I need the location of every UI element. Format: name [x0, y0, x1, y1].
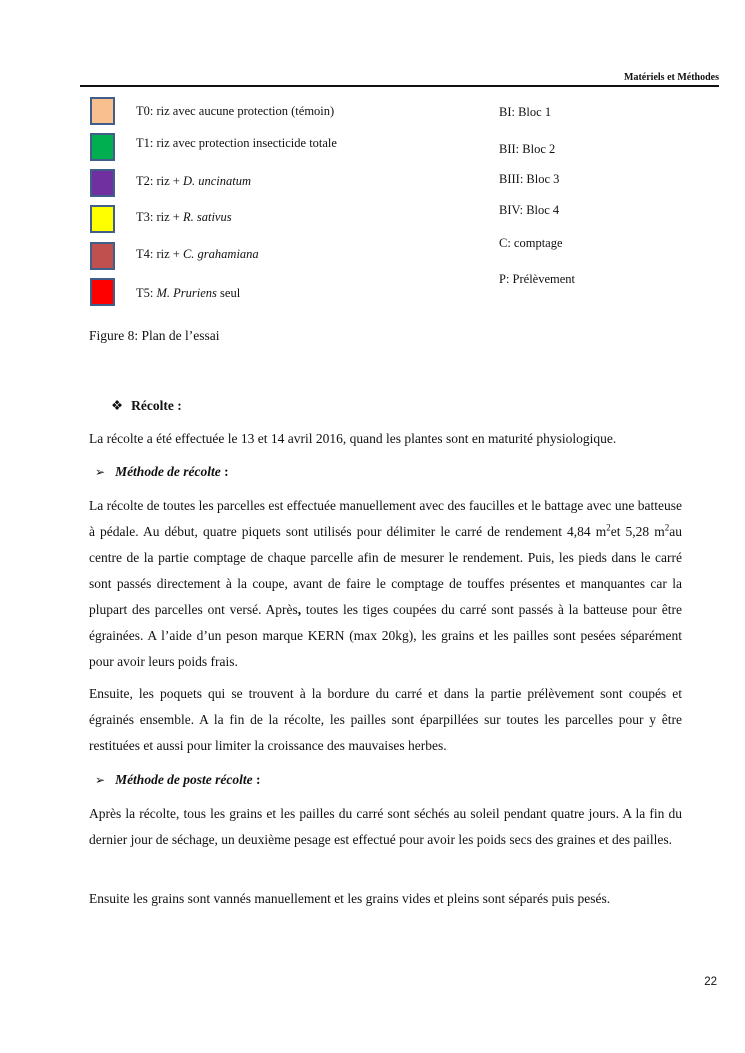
intro-paragraph: La récolte a été effectuée le 13 et 14 avril 2016, quand les plantes sont en maturité physiologique.: [89, 431, 617, 446]
bloc-legend-comptage: C: comptage: [499, 236, 563, 250]
arrow-bullet-icon: ➢: [95, 773, 106, 787]
legend-t1: [136, 136, 337, 151]
legend-t1-text: riz avec protection insecticide totale: [156, 136, 337, 150]
bloc-legend-2: BII: Bloc 2: [499, 142, 556, 156]
paragraph1-part1: La récolte de toutes les parcelles est effectuée manuellement avec des faucilles et le battage avec une batteuse à pédale. Au début, quatre piquets sont utilisés pour délimiter le carré de rendement 4,84 m: [89, 498, 682, 539]
paragraph1-bold-comma: ,: [297, 602, 302, 617]
section-heading: [111, 398, 182, 414]
bloc-legend-prelevement: P: Prélèvement: [499, 272, 576, 286]
subsection-heading-poste-recolte-text: Méthode de poste récolte: [115, 772, 253, 787]
legend-t4: [136, 247, 259, 262]
legend-t5-suffix: seul: [216, 286, 241, 300]
legend-t0: [136, 104, 334, 119]
subsection-heading-poste-recolte-colon: :: [252, 772, 261, 787]
subsection-heading-recolte-colon: :: [220, 464, 229, 479]
legend-t0-code: T0:: [136, 104, 157, 118]
legend-t3-species: R. sativus: [182, 210, 232, 224]
superscript-2: 2: [606, 522, 611, 533]
header-rule: [80, 85, 719, 87]
running-header: Matériels et Méthodes: [624, 72, 719, 83]
legend-t3-code: T3: riz +: [136, 210, 183, 224]
swatch-t4: [90, 242, 115, 270]
section-heading-text: Récolte :: [131, 398, 182, 413]
paragraph1-part2: et 5,28 m: [610, 524, 665, 539]
swatch-t3: [90, 205, 115, 233]
page-number: 22: [704, 976, 717, 988]
legend-t4-species: C. grahamiana: [182, 247, 259, 261]
subsection-heading-recolte-text: Méthode de récolte: [115, 464, 221, 479]
legend-t2-code: T2: riz +: [136, 174, 183, 188]
swatch-t0: [90, 97, 115, 125]
paragraph-methode-recolte: [89, 493, 682, 675]
legend-t1-code: T1:: [136, 136, 157, 150]
swatch-t5: [90, 278, 115, 306]
bloc-legend-1: BI: Bloc 1: [499, 105, 552, 119]
paragraph1-part3: au centre de la partie comptage de chaque parcelle afin de mesurer le rendement. Puis, les pieds dans le carré sont passés directement à la coupe, avant de faire le comptage de touffes présentes et manquantes car la plupart des parcelles ont versé. Après: [89, 524, 683, 617]
superscript-2: 2: [664, 522, 670, 533]
legend-t3: [136, 210, 232, 225]
swatch-t1: [90, 133, 115, 161]
figure-caption: Figure 8: Plan de l’essai: [89, 328, 220, 343]
legend-t2: [136, 174, 251, 189]
bloc-legend-4: BIV: Bloc 4: [499, 203, 560, 217]
swatch-t2: [90, 169, 115, 197]
subsection-heading-recolte: [95, 464, 229, 480]
legend-t0-text: riz avec aucune protection (témoin): [156, 104, 335, 118]
diamond-bullet-icon: ❖: [111, 398, 124, 413]
paragraph-bordure: Ensuite, les poquets qui se trouvent à la bordure du carré et dans la partie prélèvement sont coupés et égrainés ensemble. A la fin de la récolte, les pailles sont éparpillées sur toutes les parcelles pour y être restituées et aussi pour limiter la croissance des mauvaises herbes.: [89, 686, 682, 753]
legend-t5: [136, 286, 240, 301]
bloc-legend-3: BIII: Bloc 3: [499, 172, 560, 186]
arrow-bullet-icon: ➢: [95, 465, 106, 479]
legend-t4-code: T4: riz +: [136, 247, 183, 261]
paragraph1-part4: toutes les tiges coupées du carré sont passés à la batteuse pour être égrainées. A l’aide d’un peson marque KERN (max 20kg), les grains et les pailles sont pesées séparément pour avoir leurs poids frais.: [89, 602, 682, 669]
legend-t2-species: D. uncinatum: [182, 174, 252, 188]
paragraph-sechage: Après la récolte, tous les grains et les pailles du carré sont séchés au soleil pendant quatre jours. A la fin du dernier jour de séchage, un deuxième pesage est effectué pour avoir les poids secs des graines et des pailles.: [89, 806, 682, 847]
legend-t5-species: M. Pruriens: [156, 286, 217, 300]
legend-t5-code: T5:: [136, 286, 157, 300]
paragraph-vannage: Ensuite les grains sont vannés manuellement et les grains vides et pleins sont séparés puis pesés.: [89, 891, 611, 906]
subsection-heading-poste-recolte: [95, 772, 261, 788]
